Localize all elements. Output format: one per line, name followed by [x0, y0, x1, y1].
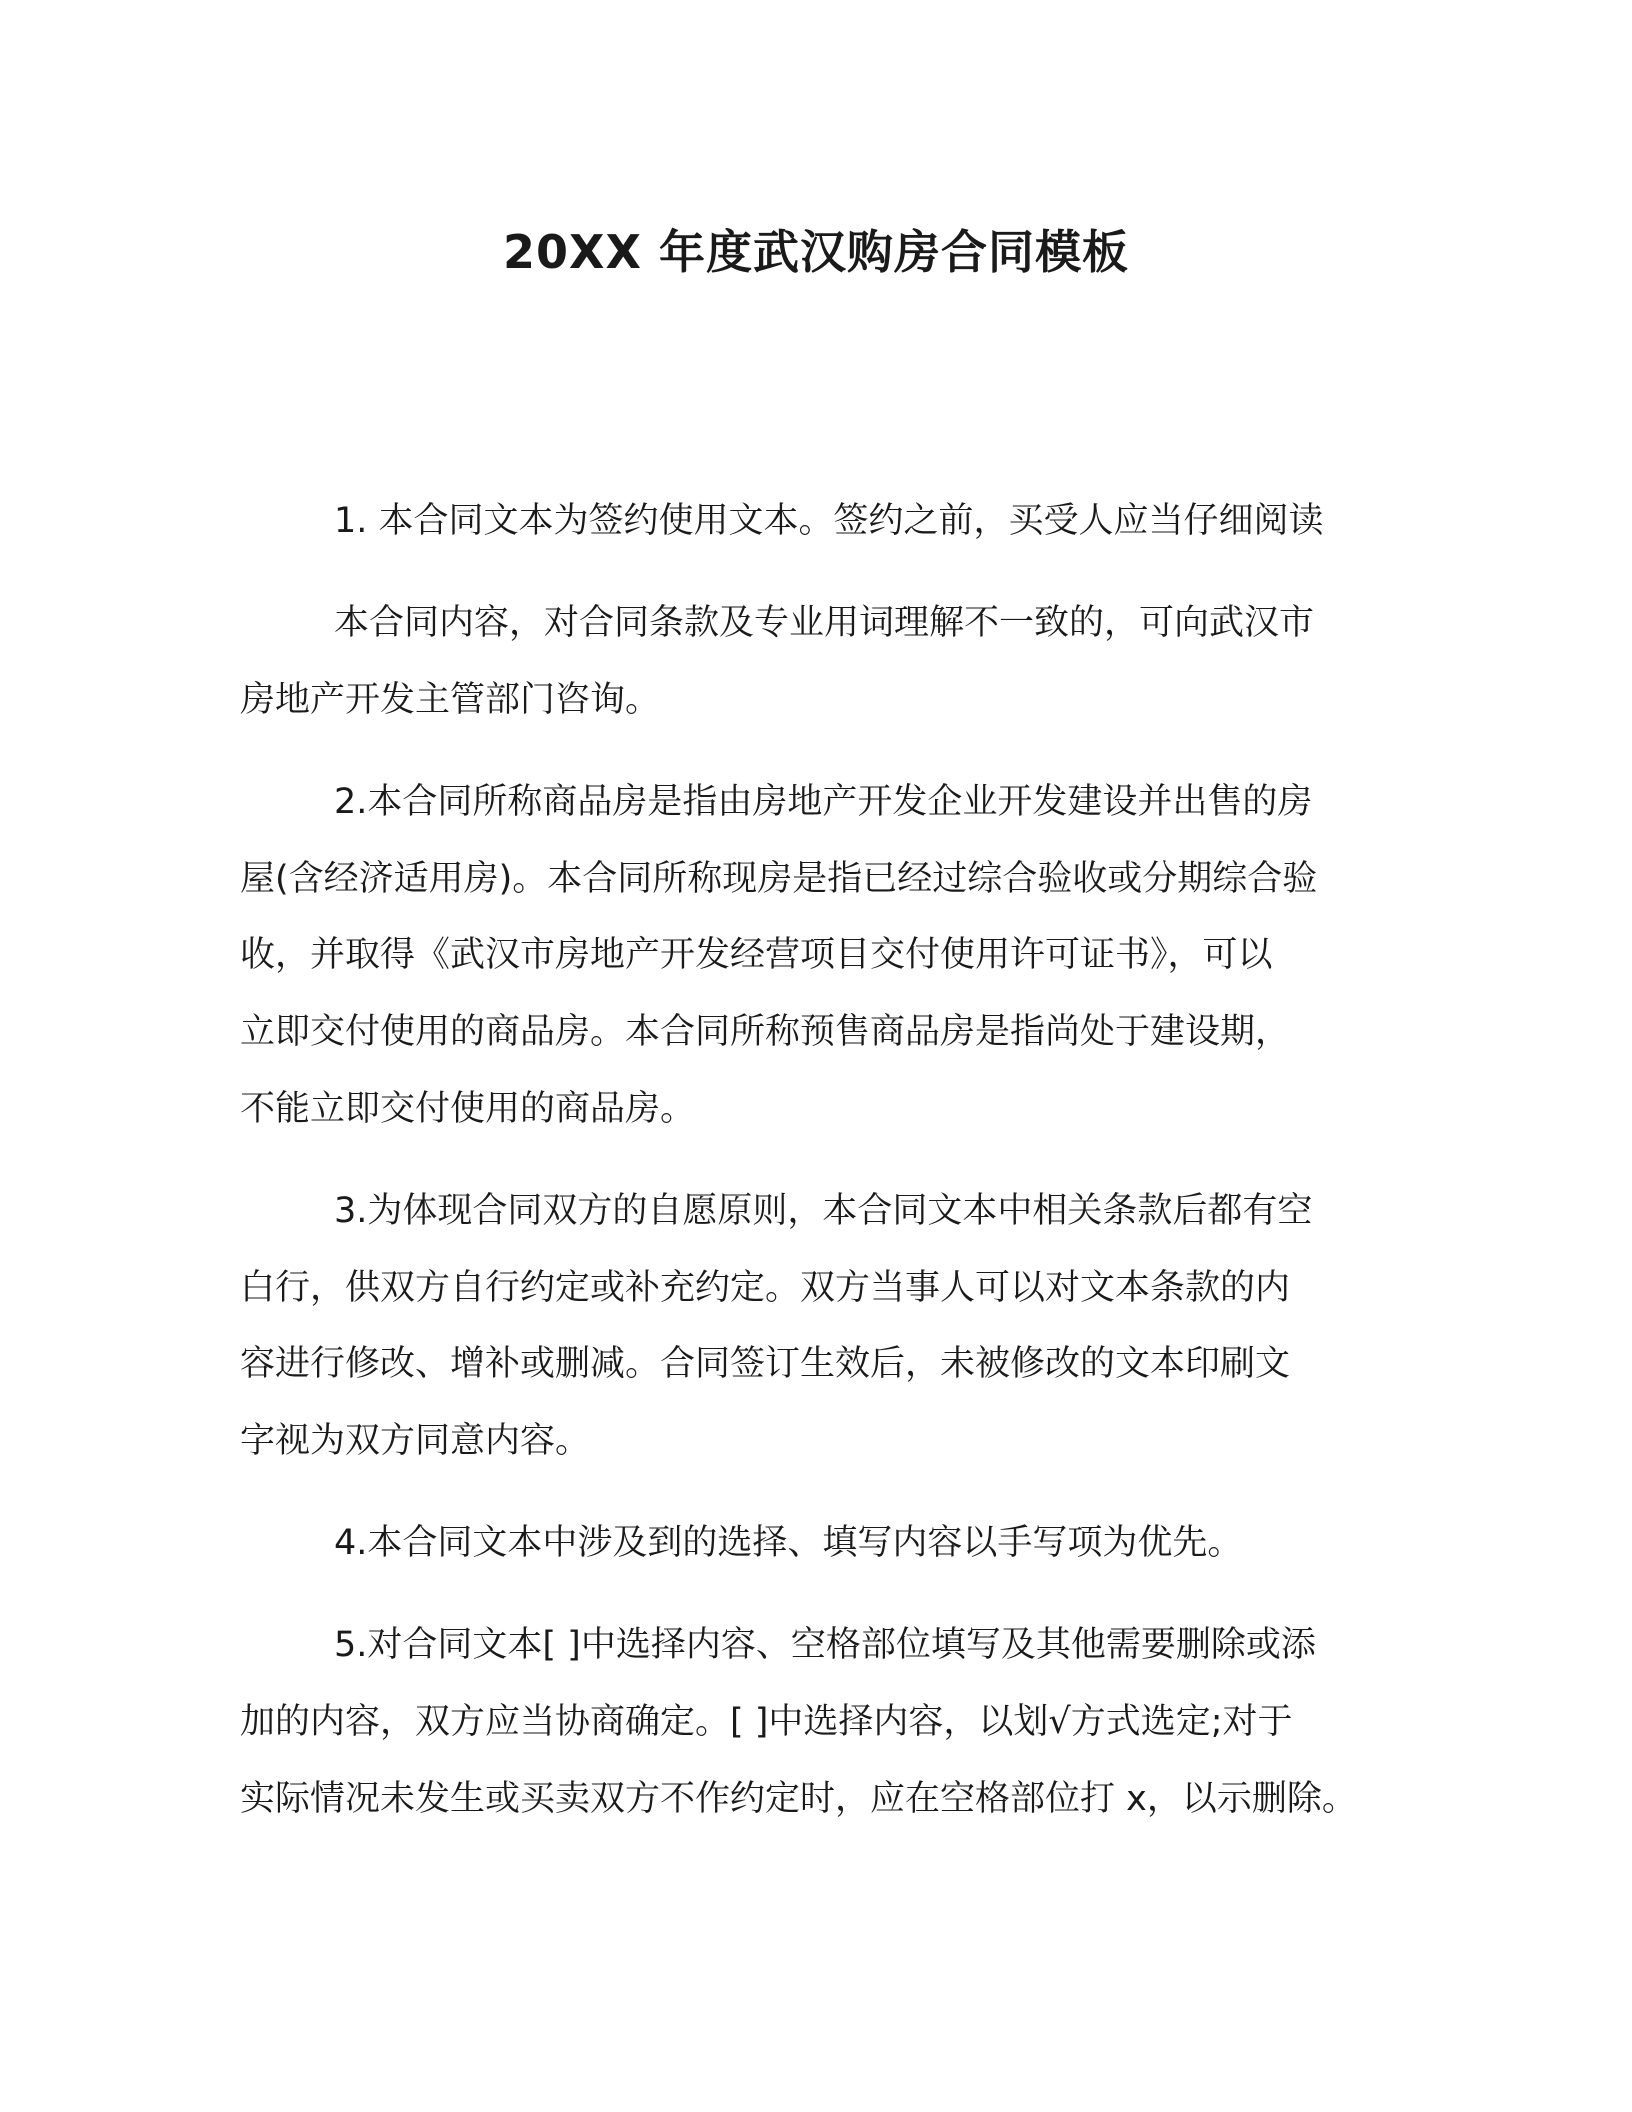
paragraph-line: 房地产开发主管部门咨询。 — [240, 680, 661, 720]
paragraph-line: 立即交付使用的商品房。本合同所称预售商品房是指尚处于建设期， — [240, 1012, 1291, 1052]
paragraph-line: 5.对合同文本[ ]中选择内容、空格部位填写及其他需要删除或添 — [334, 1625, 1316, 1665]
paragraph-line: 2.本合同所称商品房是指由房地产开发企业开发建设并出售的房 — [334, 782, 1313, 822]
paragraph-line: 白行，供双方自行约定或补充约定。双方当事人可以对文本条款的内 — [240, 1268, 1291, 1308]
paragraph-line: 本合同内容，对合同条款及专业用词理解不一致的，可向武汉市 — [334, 603, 1315, 643]
paragraph-line: 容进行修改、增补或删减。合同签订生效后，未被修改的文本印刷文 — [240, 1344, 1291, 1384]
paragraph-line: 加的内容，双方应当协商确定。[ ]中选择内容，以划√方式选定;对于 — [240, 1702, 1293, 1742]
paragraph-line: 实际情况未发生或买卖双方不作约定时，应在空格部位打 x，以示删除。 — [240, 1779, 1357, 1819]
paragraph-line: 屋(含经济适用房)。本合同所称现房是指已经过综合验收或分期综合验 — [240, 859, 1318, 899]
paragraph-line: 不能立即交付使用的商品房。 — [240, 1089, 696, 1129]
paragraph-line: 字视为双方同意内容。 — [240, 1421, 591, 1461]
paragraph-line: 3.为体现合同双方的自愿原则，本合同文本中相关条款后都有空 — [334, 1191, 1313, 1231]
paragraph-line: 收，并取得《武汉市房地产开发经营项目交付使用许可证书》，可以 — [240, 935, 1273, 975]
paragraph-line: 4.本合同文本中涉及到的选择、填写内容以手写项为优先。 — [334, 1523, 1243, 1563]
paragraph-line: 1. 本合同文本为签约使用文本。签约之前，买受人应当仔细阅读 — [334, 501, 1324, 541]
document-title: 20XX 年度武汉购房合同模板 — [503, 225, 1129, 279]
